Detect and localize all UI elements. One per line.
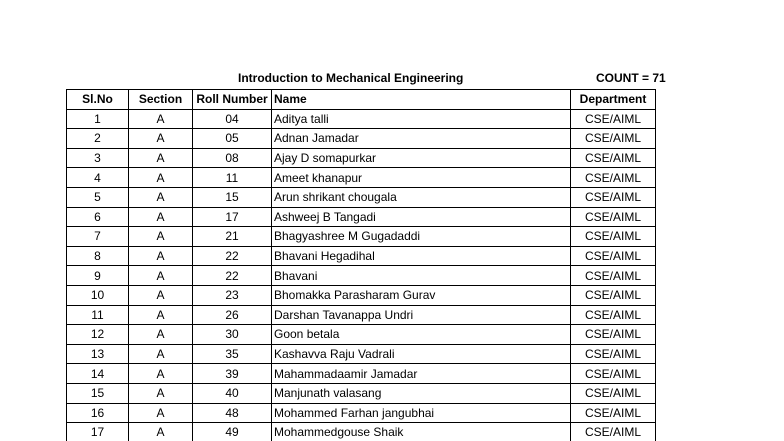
cell-name: Bhomakka Parasharam Gurav — [272, 285, 571, 305]
cell-department: CSE/AIML — [571, 227, 656, 247]
cell-roll-number: 11 — [193, 168, 272, 188]
table-row — [67, 325, 656, 345]
cell-sl-no: 6 — [67, 207, 129, 227]
table-row — [67, 423, 656, 441]
student-roster-table — [66, 89, 656, 441]
table-row — [67, 305, 656, 325]
cell-department: CSE/AIML — [571, 129, 656, 149]
cell-roll-number: 22 — [193, 246, 272, 266]
table-row — [67, 187, 656, 207]
cell-sl-no: 3 — [67, 148, 129, 168]
cell-department: CSE/AIML — [571, 344, 656, 364]
header-row — [67, 90, 656, 110]
table-row — [67, 285, 656, 305]
cell-section: A — [129, 403, 193, 423]
cell-sl-no: 9 — [67, 266, 129, 286]
cell-roll-number: 04 — [193, 109, 272, 129]
cell-roll-number: 49 — [193, 423, 272, 441]
cell-name: Manjunath valasang — [272, 383, 571, 403]
cell-section: A — [129, 187, 193, 207]
table-row — [67, 207, 656, 227]
header-department: Department — [571, 90, 656, 110]
cell-section: A — [129, 266, 193, 286]
cell-roll-number: 05 — [193, 129, 272, 149]
cell-name: Mahammadaamir Jamadar — [272, 364, 571, 384]
table-body — [67, 109, 656, 441]
table-row — [67, 246, 656, 266]
cell-section: A — [129, 305, 193, 325]
cell-name: Bhagyashree M Gugadaddi — [272, 227, 571, 247]
cell-sl-no: 12 — [67, 325, 129, 345]
cell-department: CSE/AIML — [571, 207, 656, 227]
table-row — [67, 168, 656, 188]
cell-sl-no: 5 — [67, 187, 129, 207]
cell-name: Ajay D somapurkar — [272, 148, 571, 168]
cell-section: A — [129, 383, 193, 403]
cell-department: CSE/AIML — [571, 246, 656, 266]
cell-sl-no: 7 — [67, 227, 129, 247]
cell-roll-number: 48 — [193, 403, 272, 423]
cell-department: CSE/AIML — [571, 305, 656, 325]
cell-department: CSE/AIML — [571, 168, 656, 188]
cell-name: Arun shrikant chougala — [272, 187, 571, 207]
header-name: Name — [272, 90, 571, 110]
cell-department: CSE/AIML — [571, 109, 656, 129]
cell-name: Mohammed Farhan jangubhai — [272, 403, 571, 423]
cell-sl-no: 1 — [67, 109, 129, 129]
cell-roll-number: 30 — [193, 325, 272, 345]
cell-name: Goon betala — [272, 325, 571, 345]
cell-name: Ashweej B Tangadi — [272, 207, 571, 227]
cell-section: A — [129, 364, 193, 384]
cell-sl-no: 8 — [67, 246, 129, 266]
cell-roll-number: 21 — [193, 227, 272, 247]
cell-roll-number: 35 — [193, 344, 272, 364]
table-row — [67, 109, 656, 129]
cell-name: Darshan Tavanappa Undri — [272, 305, 571, 325]
cell-roll-number: 15 — [193, 187, 272, 207]
cell-roll-number: 17 — [193, 207, 272, 227]
cell-name: Mohammedgouse Shaik — [272, 423, 571, 441]
cell-roll-number: 23 — [193, 285, 272, 305]
cell-section: A — [129, 325, 193, 345]
cell-sl-no: 17 — [67, 423, 129, 441]
student-count: COUNT = 71 — [596, 71, 666, 85]
table-row — [67, 383, 656, 403]
cell-roll-number: 40 — [193, 383, 272, 403]
cell-name: Adnan Jamadar — [272, 129, 571, 149]
cell-name: Aditya talli — [272, 109, 571, 129]
table-row — [67, 364, 656, 384]
cell-roll-number: 39 — [193, 364, 272, 384]
cell-department: CSE/AIML — [571, 325, 656, 345]
table-row — [67, 129, 656, 149]
cell-department: CSE/AIML — [571, 285, 656, 305]
table-row — [67, 148, 656, 168]
cell-sl-no: 10 — [67, 285, 129, 305]
table-row — [67, 266, 656, 286]
cell-section: A — [129, 344, 193, 364]
cell-sl-no: 4 — [67, 168, 129, 188]
cell-name: Bhavani Hegadihal — [272, 246, 571, 266]
cell-sl-no: 14 — [67, 364, 129, 384]
cell-department: CSE/AIML — [571, 266, 656, 286]
cell-sl-no: 2 — [67, 129, 129, 149]
document-title: Introduction to Mechanical Engineering — [238, 71, 464, 85]
cell-department: CSE/AIML — [571, 403, 656, 423]
cell-section: A — [129, 129, 193, 149]
cell-department: CSE/AIML — [571, 187, 656, 207]
cell-name: Kashavva Raju Vadrali — [272, 344, 571, 364]
cell-roll-number: 08 — [193, 148, 272, 168]
cell-sl-no: 16 — [67, 403, 129, 423]
cell-department: CSE/AIML — [571, 364, 656, 384]
cell-department: CSE/AIML — [571, 423, 656, 441]
table-header — [67, 90, 656, 110]
cell-section: A — [129, 227, 193, 247]
header-section: Section — [129, 90, 193, 110]
table-row — [67, 227, 656, 247]
cell-name: Ameet khanapur — [272, 168, 571, 188]
table-row — [67, 344, 656, 364]
header-roll-number: Roll Number — [193, 90, 272, 110]
cell-name: Bhavani — [272, 266, 571, 286]
cell-sl-no: 15 — [67, 383, 129, 403]
cell-section: A — [129, 423, 193, 441]
cell-roll-number: 26 — [193, 305, 272, 325]
cell-section: A — [129, 168, 193, 188]
table-row — [67, 403, 656, 423]
cell-section: A — [129, 285, 193, 305]
cell-sl-no: 11 — [67, 305, 129, 325]
cell-roll-number: 22 — [193, 266, 272, 286]
cell-department: CSE/AIML — [571, 383, 656, 403]
cell-department: CSE/AIML — [571, 148, 656, 168]
cell-sl-no: 13 — [67, 344, 129, 364]
cell-section: A — [129, 148, 193, 168]
cell-section: A — [129, 207, 193, 227]
cell-section: A — [129, 246, 193, 266]
cell-section: A — [129, 109, 193, 129]
header-sl-no: Sl.No — [67, 90, 129, 110]
